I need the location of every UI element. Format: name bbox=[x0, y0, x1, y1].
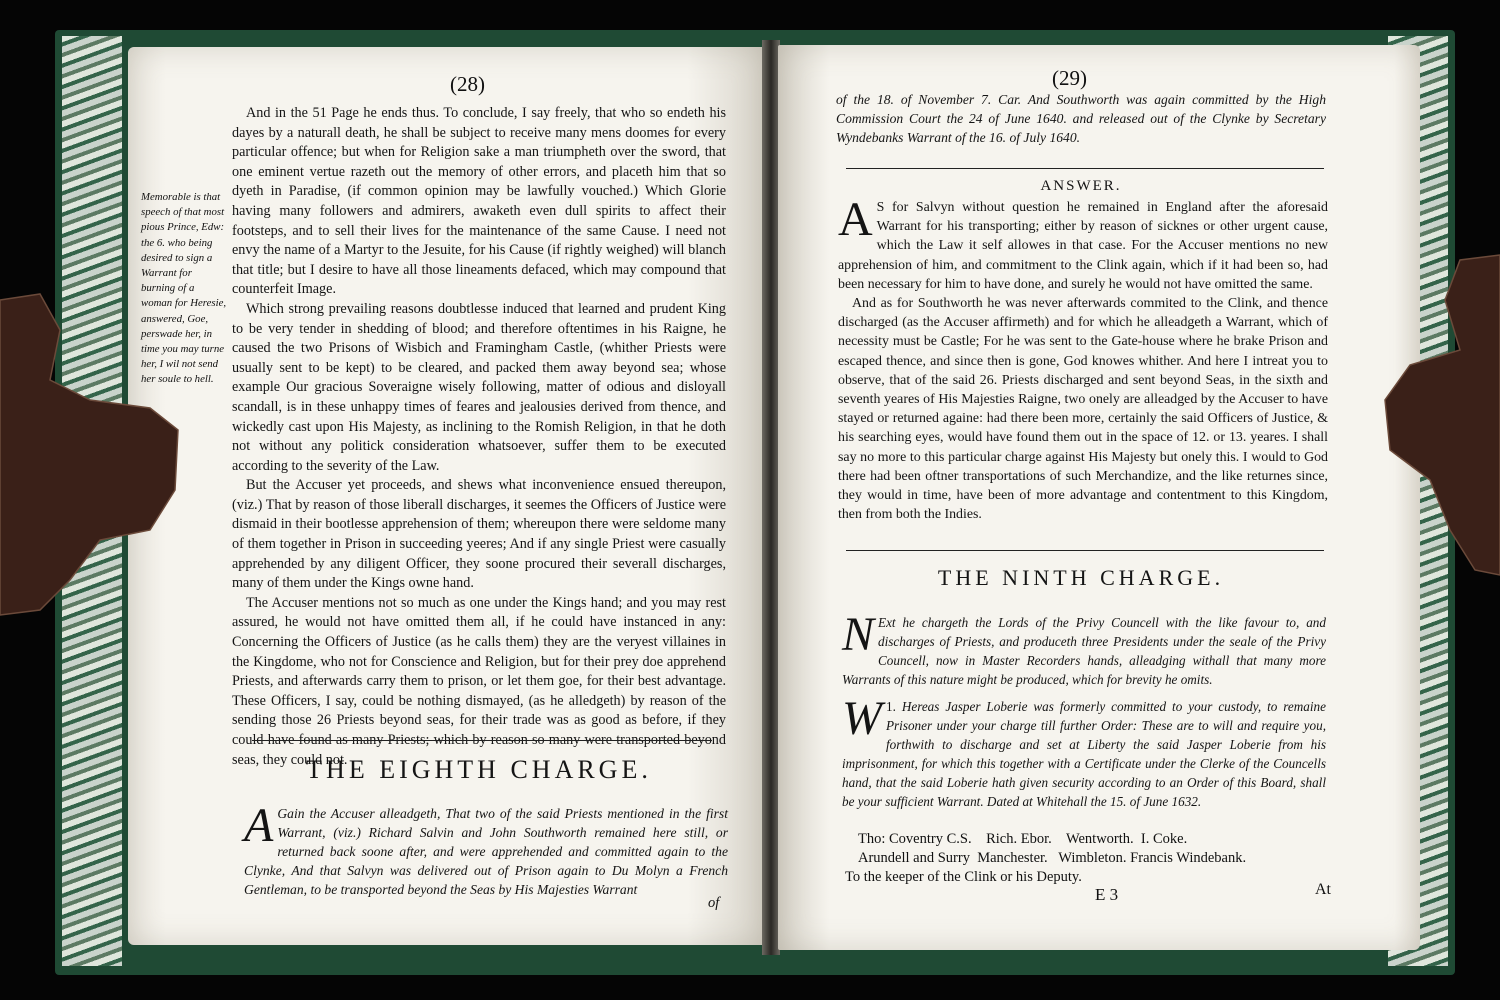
warrant-body: Hereas Jasper Loberie was formerly committed to your custody, to remaine Prisoner under your charge till further Order: These are to will and require you, forthwith to discharge and set at Liberty the said Jasper Loberie from his imprisonment, for which this together with a Certificate under the Clerke of the Councells hand, that the said Loberie hath given security according to an Order of this Board, shall be your sufficient Warrant. Dated at Whitehall the 15. of June 1632. bbox=[842, 699, 1327, 809]
drop-cap: N bbox=[842, 608, 875, 661]
signature-mark: E 3 bbox=[1095, 885, 1119, 904]
warrant-number: 1. bbox=[885, 699, 896, 714]
eighth-charge-text bbox=[244, 799, 728, 899]
left-paragraph-2: Which strong prevailing reasons doubtlesse induced that learned and prudent King to be very tender in shedding of blood; and therefore oftentimes in his Raigne, he caused the two Prisons of Wisbich and Framingham Castle, (whither Priests were usually sent to be kept) to be cleared, and packed them away beyond sea; whose example Our gracious Soveraigne wisely following, matter of odious and disloyall scandall, is in these unhappy times of feares and jealousies derived from thence, and wickedly cast upon His Majesty, as inclining to the Romish Religion, in that he doth not without any politick consideration whatsoever, suffer them to be executed according to the severity of the Law. bbox=[232, 300, 726, 474]
ninth-charge-body: Ext he chargeth the Lords of the Privy Councell with the like favour to, and discharges of Priests, and produceth three Presidents under the seale of the Privy Councell, now in Master Recorders hands, alleadging withall that many more Warrants of this nature might be produced, which for brevity he omits. bbox=[842, 615, 1326, 687]
answer-paragraph-2: And as for Southworth he was never afterwards commited to the Clink, and thence discharged (as the Accuser affirmeth) and for which he alleadgeth a Warrant, which of necessity must be Castle; For he was sent to the Gate-house where he brake Prison and escaped thence, and since then is gone, God knowes whither. And here I intreat you to observe, that of the said 26. Priests discharged and sent beyond Seas, in the sixth and seventh yeares of His Majesties Raigne, two onely are alleadged by the Accuser to have stayed or returned againe: had there been more, certainly the said Officers of Justice, & his searching eyes, would have found them out in the space of 12. or 13. yeares. I shall say no more to this particular charge against His Majesty but onely this. I would to God there had been oftner transportations of such Merchandize, and the like returnes since, they would in time, have been of more advantage and contentment to this Kingdom, then from both the Indies. bbox=[838, 296, 1328, 523]
page-number-left: (28) bbox=[450, 72, 485, 96]
drop-cap: A bbox=[244, 799, 274, 852]
warrant-text bbox=[842, 692, 1327, 811]
left-paragraph-1: And in the 51 Page he ends thus. To conclude, I say freely, that who so endeth his dayes by a naturall death, he shall be subject to receive many mens doomes for every particular offence; but when for Religion sake a man triumpheth over the sword, that one eminent vertue razeth out the memory of other errors, and placeth him that so dyeth in Paradise, (if common opinion may be lawfully vouched.) Which Glorie having many followers and admirers, awaketh even dull spirits to affect their footsteps, and to sell their lives for the maintenance of the same Cause. I need not envy the name of a Martyr to the Jesuite, for his Cause (if rightly weighed) will blanch that title; but I desire to have all those lineaments defaced, which may compound that counterfeit Image. bbox=[232, 105, 726, 298]
continued-text: of the 18. of November 7. Car. And Southworth was again committed by the High Commission Court the 24 of June 1640. and released out of the Clynke by Secretary Wyndebanks Warrant of the 16. of July 1640. bbox=[836, 92, 1326, 145]
left-paragraph-3: But the Accuser yet proceeds, and shews what inconvenience ensued thereupon, (viz.) That by reason of those liberall discharges, it seemes the Officers of Justice were dismaid in their bootlesse apprehension of them; whereupon there were seldome many of them together in Prison in succeeding yeeres; And if any single Priest were casually apprehended by any diligent Officer, they soone procured their severall discharges, many of them under the Kings owne hand. bbox=[232, 477, 726, 592]
ninth-charge-text bbox=[842, 608, 1326, 689]
signatories-line-1: Tho: Coventry C.S. Rich. Ebor. Wentworth. I. Coke. bbox=[858, 831, 1188, 847]
section-rule-ninth bbox=[846, 550, 1324, 551]
eighth-charge-body: Gain the Accuser alleadgeth, That two of the said Priests mentioned in the first Warrant, (viz.) Richard Salvin and John Southworth remained here still, or returned back soone after, and were apprehended and committed again to the Clynke, And that Salvyn was delivered out of Prison again to Du Molyn a French Gentleman, to be transported beyond the Seas by His Majesties Warrant bbox=[244, 806, 728, 897]
margin-note: Memorable is that speech of that most pious Prince, Edw: the 6. who being desired to sign a Warrant for burning of a woman for Heresie, answered, Goe, perswade her, in time you may turne her, I wil not send her soule to hell. bbox=[141, 191, 227, 386]
left-page-clip bbox=[0, 290, 200, 620]
catchword-right: At bbox=[1315, 881, 1331, 898]
signatories-line-2: Arundell and Surry Manchester. Wimbleton. Francis Windebank. bbox=[858, 850, 1247, 866]
right-page-clip bbox=[1370, 250, 1500, 580]
section-rule-answer bbox=[846, 168, 1324, 169]
section-rule bbox=[252, 740, 712, 741]
catchword-left: of bbox=[708, 895, 720, 911]
eighth-charge-heading: THE EIGHTH CHARGE. bbox=[306, 755, 652, 784]
answer-heading: ANSWER. bbox=[1040, 178, 1122, 194]
drop-cap: W bbox=[842, 692, 882, 745]
answer-text bbox=[838, 193, 1328, 524]
warrant-address: To the keeper of the Clink or his Deputy. bbox=[845, 869, 1082, 885]
answer-paragraph-1 bbox=[838, 193, 1328, 294]
answer-paragraph-1-body: S for Salvyn without question he remained in England after the aforesaid Warrant for his transporting; either by reason of sicknes or other urgent cause, which the Law it self allowes in that case. For the Accuser mentions no new apprehension of him, and commitment to the Clink again, which if it had been so, had been necessary for him to have done, and surely he would not have omitted the same. bbox=[838, 200, 1328, 292]
left-page-body bbox=[232, 104, 726, 770]
drop-cap: A bbox=[838, 193, 873, 246]
page-number-right: (29) bbox=[1052, 66, 1087, 90]
ninth-charge-heading: THE NINTH CHARGE. bbox=[937, 565, 1225, 590]
left-paragraph-4: The Accuser mentions not so much as one under the Kings hand; and you may rest assured, he would not have omitted them all, if he could have instanced in any: Concerning the Officers of Justice (as he calls them) they are the veryest villaines in the Kingdome, who not for Conscience and Religion, but for their prey doe apprehend Priests, and afterwards carry them to prison, or let them goe, for their best advantage. These Officers, I say, could be nothing dismayed, (as he alledgeth) by reason of the sending those 26 Priests beyond seas, for their trade was as good as before, if they could have found as many Priests; which by reason so many were transported beyond seas, they could not. bbox=[232, 594, 726, 768]
